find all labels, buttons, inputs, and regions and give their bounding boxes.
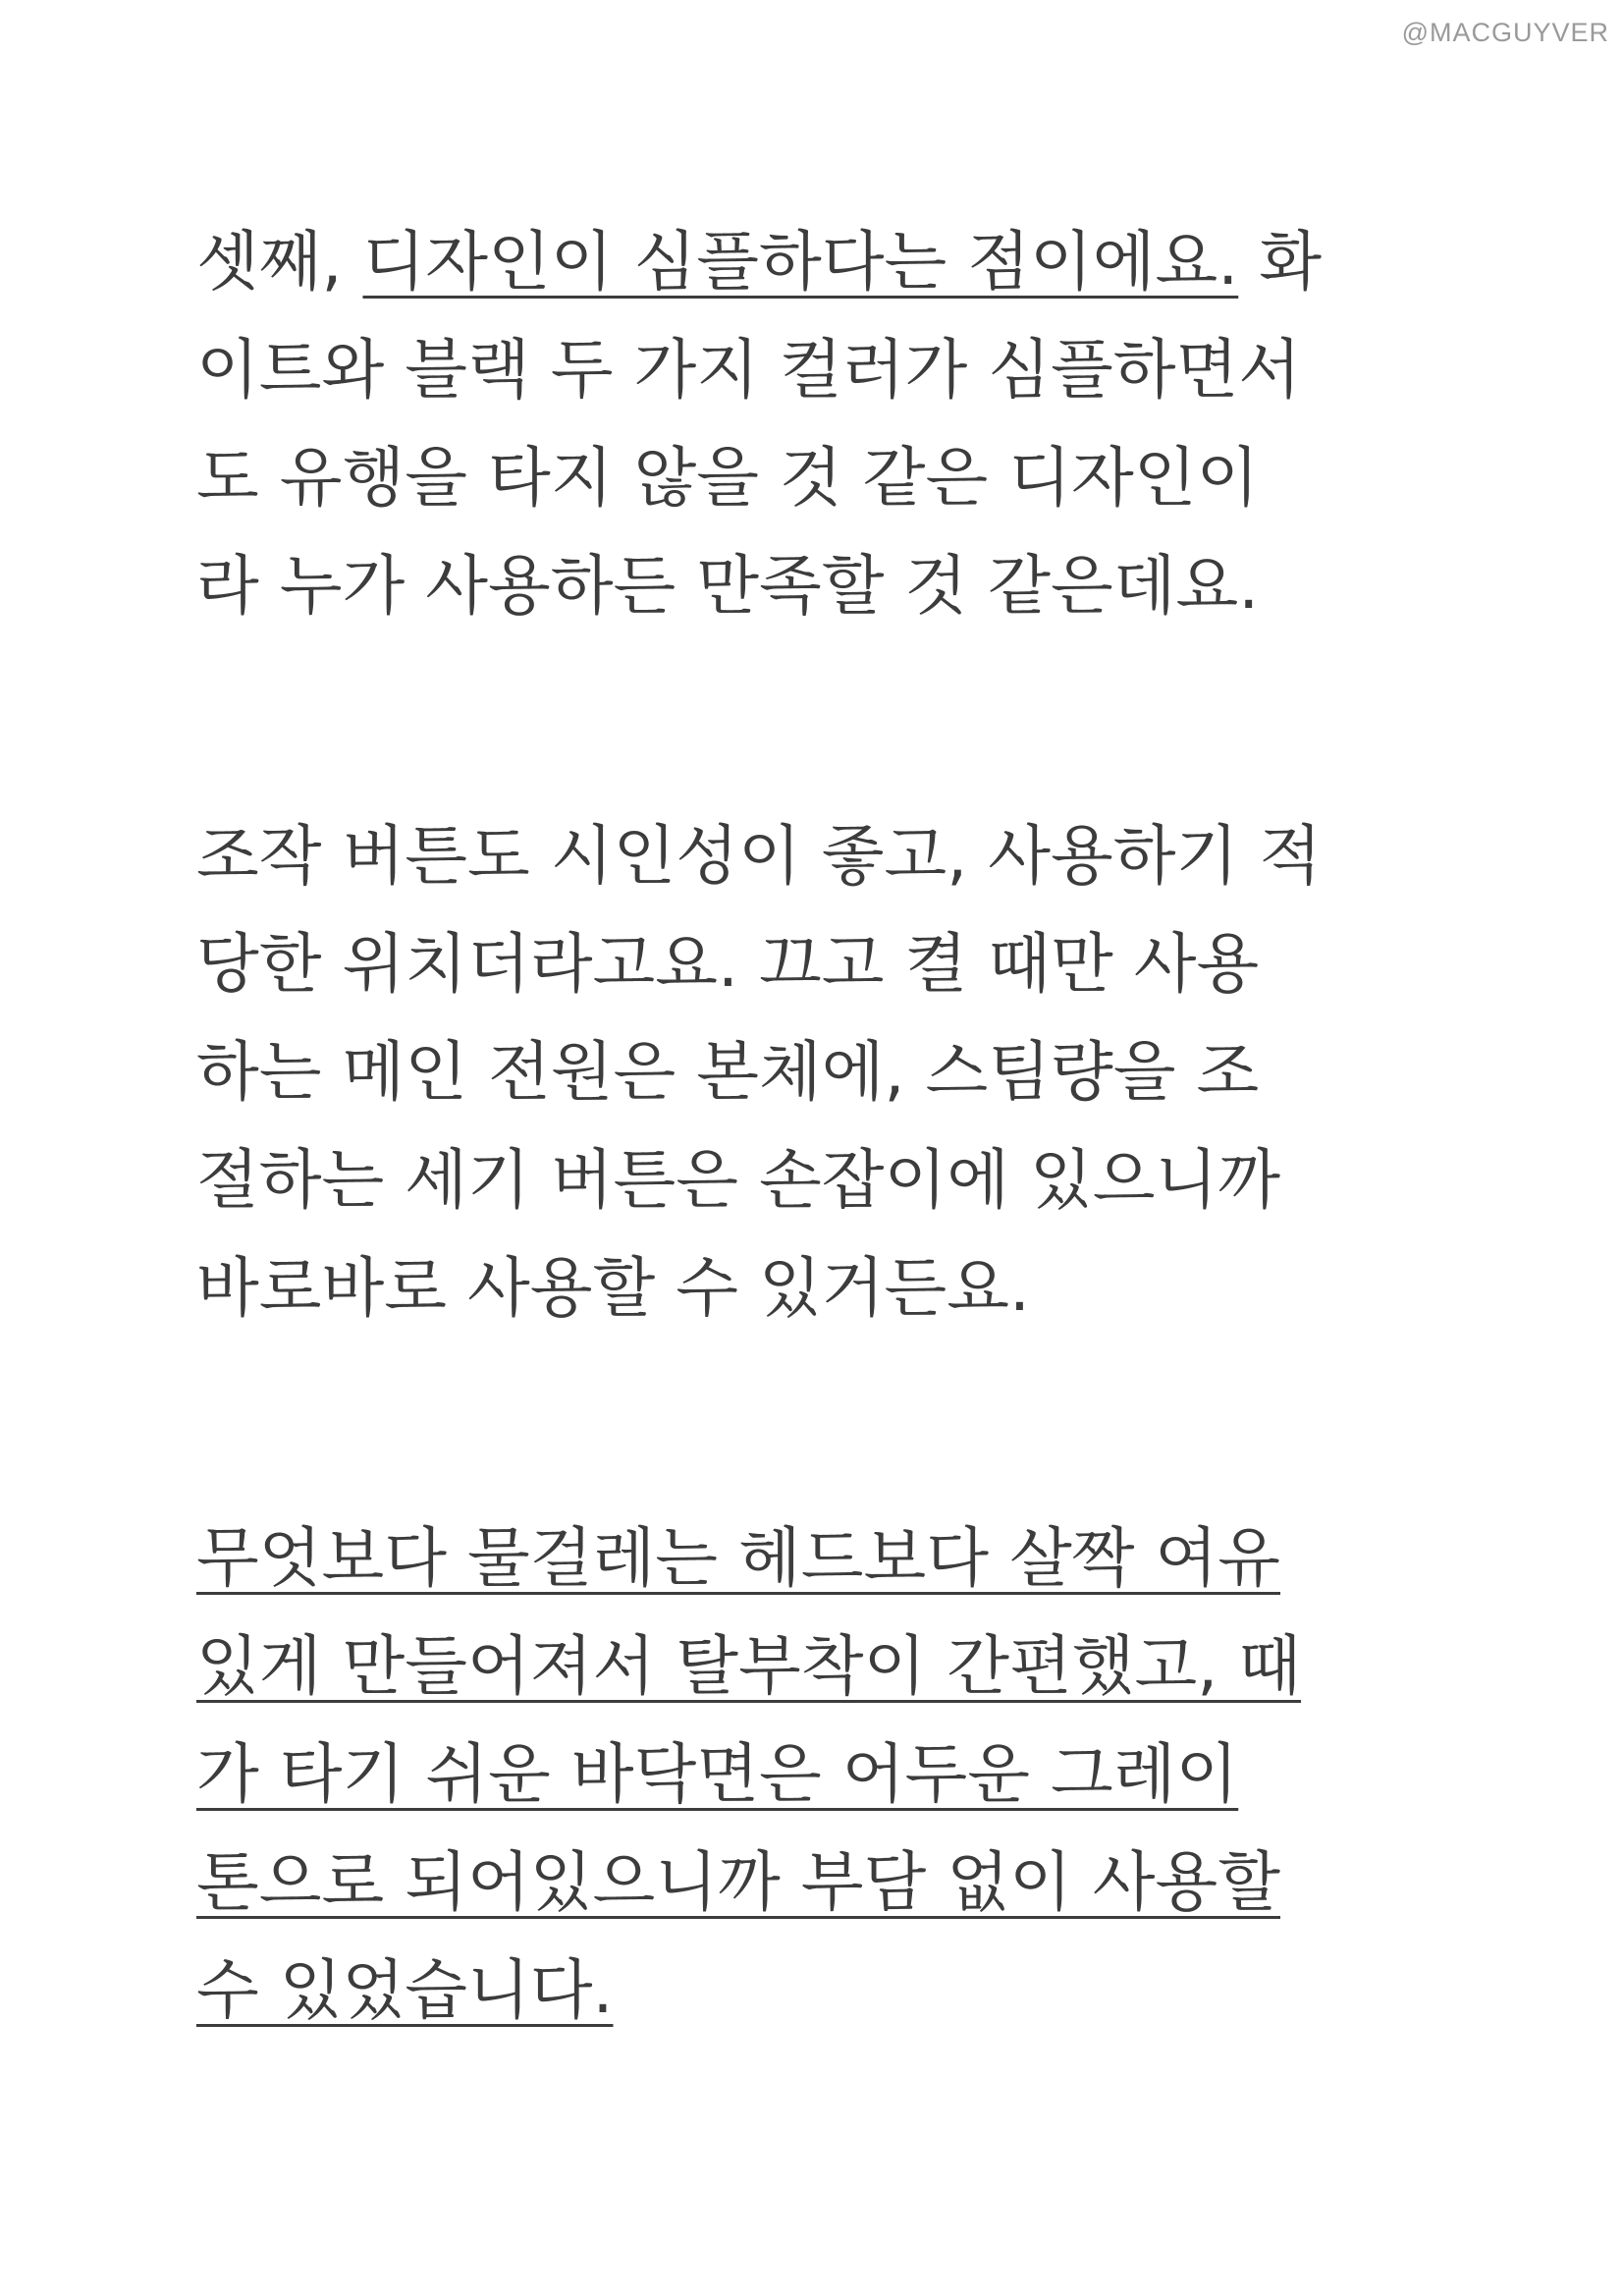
text-line [196, 802, 1434, 910]
paragraph [196, 1504, 1434, 2045]
text-segment: 이트와 블랙 두 가지 컬러가 심플하면서 [196, 332, 1301, 408]
text-line [196, 1829, 1434, 1937]
underlined-text: 무엇보다 물걸레는 헤드보다 살짝 여유 [196, 1520, 1281, 1596]
text-line [196, 1937, 1434, 2045]
underlined-text: 디자인이 심플하다는 점이에요. [362, 224, 1239, 300]
underlined-text: 있게 만들어져서 탈부착이 간편했고, 때 [196, 1628, 1301, 1704]
text-line [196, 910, 1434, 1018]
underlined-text: 수 있었습니다. [196, 1952, 614, 2028]
underlined-text: 톤으로 되어있으니까 부담 없이 사용할 [196, 1844, 1281, 1920]
text-line [196, 1613, 1434, 1721]
text-segment: 바로바로 사용할 수 있거든요. [196, 1250, 1030, 1326]
text-segment: 화 [1238, 224, 1323, 300]
text-line [196, 1721, 1434, 1829]
text-segment: 절하는 세기 버튼은 손잡이에 있으니까 [196, 1142, 1281, 1218]
text-segment: 셋째, [196, 224, 363, 300]
text-segment: 도 유행을 타지 않을 것 같은 디자인이 [196, 440, 1260, 516]
paragraph [196, 802, 1434, 1342]
text-segment: 하는 메인 전원은 본체에, 스팀량을 조 [196, 1034, 1260, 1110]
paragraph [196, 208, 1434, 640]
article-body [196, 208, 1434, 2207]
text-line [196, 208, 1434, 316]
text-line [196, 424, 1434, 532]
text-segment: 라 누가 사용하든 만족할 것 같은데요. [196, 548, 1260, 624]
watermark: @MACGUYVER [1401, 18, 1609, 47]
text-line [196, 1018, 1434, 1126]
text-segment: 조작 버튼도 시인성이 좋고, 사용하기 적 [196, 818, 1322, 894]
text-line [196, 1126, 1434, 1234]
underlined-text: 가 타기 쉬운 바닥면은 어두운 그레이 [196, 1736, 1239, 1812]
text-line [196, 316, 1434, 424]
text-line [196, 532, 1434, 640]
text-line [196, 1504, 1434, 1613]
text-segment: 당한 위치더라고요. 끄고 켤 때만 사용 [196, 926, 1260, 1002]
text-line [196, 1234, 1434, 1342]
